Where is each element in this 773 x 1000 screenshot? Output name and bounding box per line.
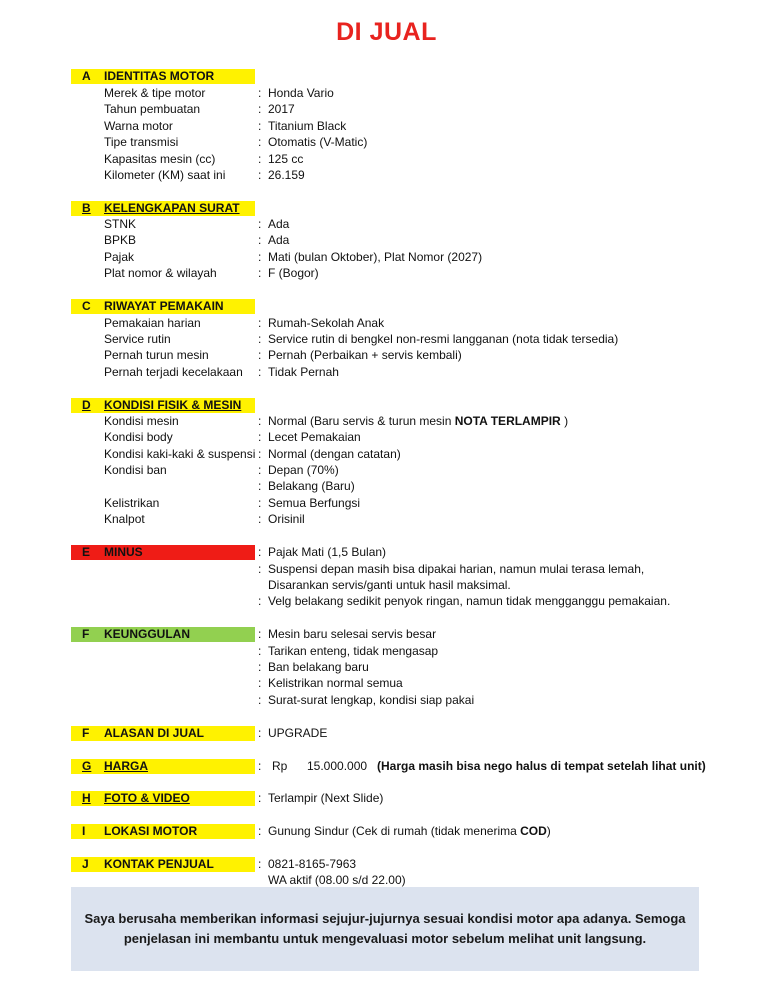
section-e-header [0,544,773,561]
colon: : [258,627,262,641]
lokasi-row [0,823,773,840]
colon: : [258,545,262,559]
colon: : [258,250,262,264]
section-d-letter: D [82,398,91,412]
list-item [0,446,773,462]
alasan-value: UPGRADE [268,726,328,740]
list-item [0,675,773,691]
value-text: ) [546,824,551,838]
minus-item: Pajak Mati (1,5 Bulan) [268,545,387,559]
colon: : [258,430,262,444]
lokasi-letter: I [82,824,86,838]
colon: : [258,693,262,707]
list-item [0,692,773,708]
colon: : [258,168,262,182]
advantage-item: Ban belakang baru [268,660,369,674]
lokasi-label: LOKASI MOTOR [104,824,198,838]
alasan-letter: F [82,726,90,740]
field-value: Titanium Black [268,119,347,133]
list-item [0,577,773,593]
harga-highlight [71,759,255,774]
field-label: Pernah terjadi kecelakaan [104,365,243,379]
field-label: Kondisi body [104,430,173,444]
field-value: Normal (dengan catatan) [268,447,401,461]
colon: : [258,135,262,149]
kontak-letter: J [82,857,89,871]
list-item [0,495,773,511]
list-item [0,511,773,527]
list-item [0,561,773,577]
alasan-label: ALASAN DI JUAL [104,726,205,740]
harga-currency: Rp [272,759,288,773]
list-item [0,659,773,675]
field-label: Warna motor [104,119,173,133]
colon: : [258,217,262,231]
field-value: Tidak Pernah [268,365,339,379]
field-label: Pernah turun mesin [104,348,209,362]
colon: : [258,512,262,526]
colon: : [258,316,262,330]
field-value: Ada [268,217,290,231]
list-item [0,478,773,494]
colon: : [258,332,262,346]
foto-value: Terlampir (Next Slide) [268,791,384,805]
field-value [268,413,568,430]
advantage-item: Surat-surat lengkap, kondisi siap pakai [268,693,475,707]
colon: : [258,726,262,740]
harga-letter: G [82,759,92,773]
field-label: Pemakaian harian [104,316,201,330]
field-label: Service rutin [104,332,171,346]
advantage-item: Tarikan enteng, tidak mengasap [268,644,439,658]
alasan-row [0,725,773,742]
field-value: Mati (bulan Oktober), Plat Nomor (2027) [268,250,483,264]
section-f-letter: F [82,627,90,641]
minus-item-continuation: Disarankan servis/ganti untuk hasil maksimal. [268,578,511,592]
list-item [0,462,773,478]
disclaimer-note [71,887,699,971]
field-value: Orisinil [268,512,305,526]
field-value: Pernah (Perbaikan + servis kembali) [268,348,462,362]
field-label: Pajak [104,250,135,264]
value-bold: NOTA TERLAMPIR [454,414,561,428]
lokasi-value [268,823,551,840]
colon: : [258,496,262,510]
list-item [0,265,773,281]
colon: : [258,594,262,608]
field-value: Honda Vario [268,86,334,100]
field-value: Ada [268,233,290,247]
harga-row [0,758,773,775]
field-value: 125 cc [268,152,304,166]
field-label: Kapasitas mesin (cc) [104,152,216,166]
section-d-header [0,397,773,414]
value-bold: COD [520,824,547,838]
list-item [0,151,773,167]
kontak-row [0,856,773,873]
colon: : [258,447,262,461]
list-item [0,249,773,265]
colon: : [258,152,262,166]
section-f-header [0,626,773,643]
field-label: BPKB [104,233,137,247]
section-e-label: MINUS [104,545,143,559]
colon: : [258,463,262,477]
field-value: Otomatis (V-Matic) [268,135,368,149]
value-text: ) [560,414,569,428]
field-label: Tipe transmisi [104,135,179,149]
section-c-header [0,298,773,315]
list-item [0,85,773,101]
harga-label: HARGA [104,759,148,773]
harga-amount: 15.000.000 [307,759,368,773]
field-label: Kondisi kaki-kaki & suspensi [104,447,256,461]
colon: : [258,644,262,658]
field-label: Kelistrikan [104,496,160,510]
list-item [0,429,773,445]
section-e-letter: E [82,545,91,559]
advantage-item: Mesin baru selesai servis besar [268,627,437,641]
list-item [0,134,773,150]
list-item [0,167,773,183]
list-item [0,364,773,380]
colon: : [258,676,262,690]
colon: : [258,479,262,493]
section-f-label: KEUNGGULAN [104,627,190,641]
colon: : [258,562,262,576]
list-item [0,101,773,117]
section-a-label: IDENTITAS MOTOR [104,69,215,83]
section-b-letter: B [82,201,91,215]
field-value: F (Bogor) [268,266,319,280]
kontak-phone: 0821-8165-7963 [268,857,357,871]
field-label: Merek & tipe motor [104,86,206,100]
list-item [0,593,773,609]
list-item [0,232,773,248]
colon: : [258,102,262,116]
field-label: Plat nomor & wilayah [104,266,217,280]
list-item [0,216,773,232]
value-text: Gunung Sindur (Cek di rumah (tidak menerima [268,824,521,838]
field-value: Lecet Pemakaian [268,430,361,444]
field-value: Semua Berfungsi [268,496,361,510]
field-value: 2017 [268,102,295,116]
colon: : [258,660,262,674]
value-text: Normal (Baru servis & turun mesin [268,414,455,428]
foto-label: FOTO & VIDEO [104,791,190,805]
field-label: Kondisi ban [104,463,167,477]
section-a-letter: A [82,69,91,83]
kontak-wa: WA aktif (08.00 s/d 22.00) [268,873,406,887]
colon: : [258,266,262,280]
advantage-item: Kelistrikan normal semua [268,676,403,690]
field-value: Service rutin di bengkel non-resmi langganan (nota tidak tersedia) [268,332,619,346]
section-c-letter: C [82,299,91,313]
section-b-label: KELENGKAPAN SURAT [104,201,240,215]
minus-item: Suspensi depan masih bisa dipakai harian, namun mulai terasa lemah, [268,562,645,576]
colon: : [258,233,262,247]
colon: : [258,348,262,362]
colon: : [258,414,262,428]
colon: : [258,365,262,379]
foto-letter: H [82,791,91,805]
list-item [0,331,773,347]
kontak-wa-row [0,872,773,888]
field-value: Depan (70%) [268,463,339,477]
section-b-header [0,200,773,217]
colon: : [258,791,262,805]
field-label: Kondisi mesin [104,414,179,428]
list-item [0,413,773,429]
field-label: Tahun pembuatan [104,102,201,116]
colon: : [258,857,262,871]
section-c-label: RIWAYAT PEMAKAIN [104,299,224,313]
field-value: Rumah-Sekolah Anak [268,316,385,330]
field-label: Kilometer (KM) saat ini [104,168,226,182]
page-title: DI JUAL [336,18,437,46]
list-item [0,643,773,659]
field-value: Belakang (Baru) [268,479,355,493]
colon: : [258,824,262,838]
list-item [0,118,773,134]
disclaimer-text: Saya berusaha memberikan informasi sejujur-jujurnya sesuai kondisi motor apa adanya. Semoga penjelasan ini membantu untuk mengevaluasi motor sebelum melihat unit langsung. [84,911,686,946]
section-d-label: KONDISI FISIK & MESIN [104,398,242,412]
foto-row [0,790,773,807]
colon: : [258,86,262,100]
field-label: STNK [104,217,137,231]
colon: : [258,119,262,133]
field-label: Knalpot [104,512,145,526]
section-a-header [0,68,773,85]
section-e-highlight [71,545,255,560]
list-item [0,347,773,363]
minus-item: Velg belakang sedikit penyok ringan, namun tidak mengganggu pemakaian. [268,594,671,608]
field-value: 26.159 [268,168,305,182]
colon: : [258,759,262,773]
kontak-label: KONTAK PENJUAL [104,857,214,871]
list-item [0,315,773,331]
harga-note: (Harga masih bisa nego halus di tempat setelah lihat unit) [377,759,706,773]
